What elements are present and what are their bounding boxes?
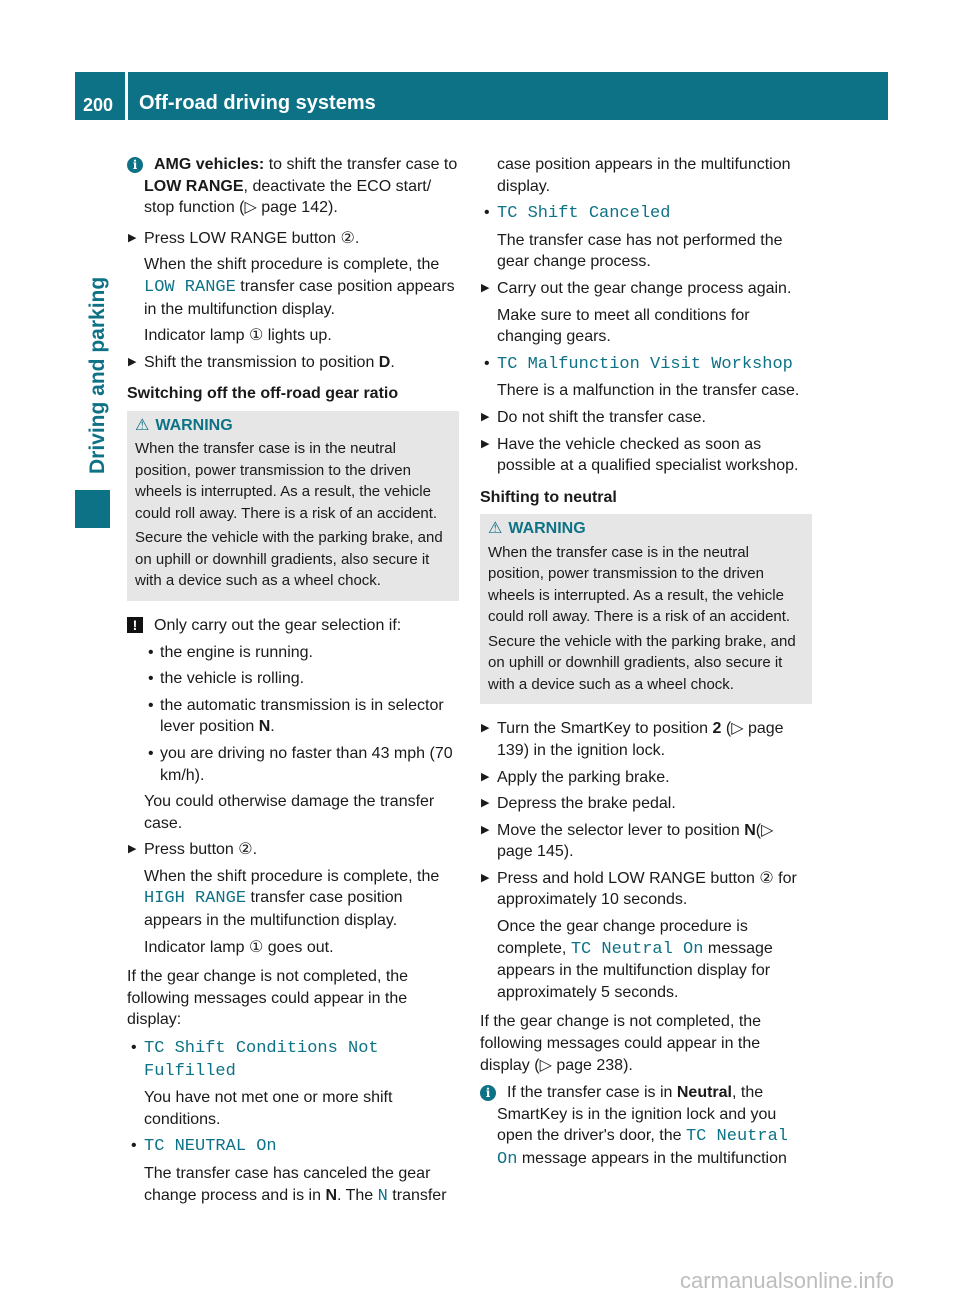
step-arrow-icon: ▶ [481, 797, 490, 810]
block-text [497, 232, 782, 271]
text-run: (▷ page 139) in the ignition lock. [497, 720, 784, 759]
block-text [497, 436, 799, 475]
caution-block [127, 615, 459, 637]
block-text [497, 870, 797, 909]
text-run: If the gear change is not completed, the following messages could appear in the display (▷ page 238). [480, 1013, 762, 1074]
display-message: TC Neutral On [570, 939, 704, 959]
text-run: Switching off the off-road gear ratio [127, 385, 399, 403]
step-arrow-icon: ▶ [481, 823, 490, 836]
sub-block [127, 695, 459, 738]
para-block [480, 1011, 812, 1076]
result-block [480, 154, 812, 197]
block-text [160, 644, 313, 661]
text-run: The transfer case has canceled the gear change process and is in [144, 1165, 431, 1204]
block-text [160, 670, 304, 687]
text-run: When the shift procedure is complete, the [144, 867, 440, 885]
block-text [144, 793, 434, 832]
text-run: You could otherwise damage the transfer case. [144, 793, 435, 832]
text-run: Indicator lamp ① goes out. [144, 938, 334, 956]
caution-icon: ! [127, 617, 143, 633]
text-run: message appears in the multifunction [517, 1150, 787, 1167]
text-run: Press LOW RANGE button ②. [144, 229, 360, 247]
warning-title-text: WARNING [155, 416, 233, 434]
block-text [497, 822, 773, 861]
result-block [127, 1087, 459, 1130]
warning-block [480, 514, 812, 704]
text-run: Depress the brake pedal. [497, 795, 676, 813]
display-message: TC NEUTRAL On [144, 1137, 277, 1157]
block-text [497, 156, 791, 195]
text-run: There is a malfunction in the transfer case. [497, 382, 800, 400]
text-run: AMG vehicles: [154, 156, 265, 173]
sub-block [127, 642, 459, 664]
result-block [127, 937, 459, 959]
warning-triangle-icon: ⚠ [135, 416, 150, 434]
block-text [497, 769, 670, 786]
msg-block [127, 1037, 459, 1082]
block-text [144, 868, 439, 929]
step-arrow-icon: ▶ [481, 437, 490, 450]
block-text [127, 385, 398, 402]
warning-paragraph: Secure the vehicle with the parking brake, and on uphill or downhill gradients, also secure it with a device such as a wheel chock. [488, 632, 796, 693]
info-block [127, 154, 459, 219]
text-run: (▷ page 145). [497, 821, 774, 861]
result-block [127, 866, 459, 932]
text-run: N [744, 821, 756, 839]
text-run: The transfer case has not performed the gear change process. [497, 231, 783, 271]
block-text [497, 795, 676, 812]
text-run: If the gear change is not completed, the following messages could appear in the display: [127, 968, 409, 1029]
text-run: You have not met one or more shift conditions. [144, 1089, 393, 1128]
text-run: If the transfer case is in [507, 1084, 677, 1102]
block-text [480, 489, 617, 506]
step-block [480, 407, 812, 429]
warning-title [488, 518, 804, 540]
sub-block [127, 743, 459, 786]
block-text [144, 327, 332, 344]
display-message: TC Shift Canceled [497, 204, 671, 224]
text-run: Do not shift the transfer case. [497, 408, 706, 426]
result-block [480, 916, 812, 1003]
text-run: Have the vehicle checked as soon as possible at a qualified specialist workshop. [497, 435, 799, 475]
warning-title-text: WARNING [508, 520, 586, 538]
text-run: Indicator lamp ① lights up. [144, 327, 332, 345]
text-run: Shifting to neutral [480, 488, 617, 506]
block-text [144, 1165, 447, 1204]
step-arrow-icon: ▶ [481, 410, 490, 423]
step-arrow-icon: ▶ [128, 231, 137, 244]
text-run: 2 [712, 720, 722, 738]
text-run: transfer case position appears in the multifunction display. [144, 277, 455, 318]
display-message: N [377, 1186, 388, 1206]
result-block [127, 791, 459, 834]
block-text [497, 1084, 788, 1167]
block-text [480, 1013, 761, 1073]
text-run: Only carry out the gear selection if: [154, 616, 402, 634]
block-text [497, 307, 750, 346]
info-icon: i [127, 157, 143, 173]
text-run: Make sure to meet all conditions for changing gears. [497, 306, 750, 346]
text-run: Move the selector lever to position [497, 821, 745, 839]
result-block [480, 305, 812, 348]
text-run: transfer case position appears in the multifunction display. [144, 889, 403, 930]
text-run: , deactivate the ECO start/ stop function (▷ page 142). [144, 177, 432, 217]
display-message: LOW RANGE [144, 277, 236, 297]
warning-block [127, 411, 459, 601]
block-text [144, 354, 395, 371]
warning-paragraph: Secure the vehicle with the parking brake, and on uphill or downhill gradients, also secure it with a device such as a wheel chock. [135, 529, 443, 590]
page-title: Off-road driving systems [128, 72, 888, 120]
block-text [144, 1039, 379, 1079]
text-run: When the shift procedure is complete, the [144, 256, 440, 274]
block-text [497, 355, 793, 372]
text-run: Neutral [676, 1084, 732, 1102]
step-block [480, 868, 812, 911]
block-text [144, 617, 401, 634]
bullet-icon: • [148, 696, 154, 714]
right-column [480, 154, 812, 1180]
text-run: the vehicle is rolling. [160, 670, 305, 688]
step-arrow-icon: ▶ [481, 770, 490, 783]
watermark: carmanualsonline.info [680, 1268, 895, 1293]
step-arrow-icon: ▶ [128, 843, 137, 856]
info-block [480, 1082, 812, 1170]
block-text [497, 918, 773, 1001]
text-run: you are driving no faster than 43 mph (70 km/h). [160, 744, 453, 784]
bullet-icon: • [131, 1137, 137, 1155]
block-text [497, 720, 784, 759]
step-block [480, 434, 812, 477]
step-block [480, 820, 812, 863]
bullet-icon: • [484, 354, 490, 372]
text-run: Shift the transmission to position [144, 353, 379, 371]
result-block [127, 254, 459, 320]
step-block [480, 793, 812, 815]
display-message: TC Shift Conditions Not Fulfilled [144, 1039, 379, 1081]
text-run: the automatic transmission is in selector lever position [160, 696, 444, 736]
text-run: LOW RANGE [144, 177, 244, 195]
display-message: TC Malfunction Visit Workshop [497, 354, 793, 374]
step-arrow-icon: ▶ [481, 871, 490, 884]
result-block [480, 380, 812, 402]
block-text [144, 1089, 392, 1128]
block-text [497, 204, 671, 224]
text-run: case position appears in the multifunction display. [497, 156, 791, 195]
step-block [127, 839, 459, 861]
step-arrow-icon: ▶ [128, 355, 137, 368]
text-run: Apply the parking brake. [497, 768, 670, 786]
block-text [497, 382, 799, 399]
block-text [144, 230, 359, 247]
step-block [480, 718, 812, 761]
block-text [144, 939, 334, 956]
text-run: message appears in the multifunction display for approximately 5 seconds. [497, 939, 773, 1001]
block-text [497, 409, 706, 426]
bullet-icon: • [148, 670, 154, 688]
block-text [144, 1137, 277, 1157]
msg-block [480, 353, 812, 376]
text-run: . The [337, 1186, 378, 1204]
block-text [497, 280, 791, 297]
text-run: to shift the transfer case to [264, 156, 458, 173]
step-arrow-icon: ▶ [481, 281, 490, 294]
warning-triangle-icon: ⚠ [488, 520, 503, 538]
bullet-icon: • [148, 643, 154, 661]
info-icon: i [480, 1085, 496, 1101]
block-text [144, 841, 257, 858]
text-run: . [390, 353, 395, 371]
block-text [160, 745, 453, 784]
warning-paragraph: When the transfer case is in the neutral position, power transmission to the driven wheels is interrupted. As a result, the vehicle could roll away. There is a risk of an accident. [135, 440, 438, 522]
bullet-icon: • [484, 204, 490, 222]
left-column [127, 154, 459, 1212]
text-run: N [325, 1186, 338, 1204]
warning-paragraph: When the transfer case is in the neutral position, power transmission to the driven wheels is interrupted. As a result, the vehicle could roll away. There is a risk of an accident. [488, 543, 791, 626]
heading-block [480, 487, 812, 509]
block-text [144, 156, 457, 216]
block-text [127, 968, 408, 1028]
step-arrow-icon: ▶ [481, 722, 490, 735]
block-text [160, 697, 444, 736]
result-block [127, 325, 459, 347]
text-run: D [378, 353, 391, 371]
text-run: Press button ②. [144, 841, 258, 859]
msg-block [480, 202, 812, 225]
text-run: Press and hold LOW RANGE button ② for approximately 10 seconds. [497, 869, 797, 909]
para-block [127, 966, 459, 1031]
section-side-tab: Driving and parking [86, 276, 109, 474]
msg-block [127, 1135, 459, 1158]
block-text [144, 256, 455, 317]
result-block [480, 230, 812, 273]
page-number: 200 [75, 72, 125, 120]
step-block [480, 278, 812, 300]
step-block [127, 228, 459, 250]
result-block [127, 1163, 459, 1207]
sub-block [127, 668, 459, 690]
text-run: transfer [387, 1186, 447, 1204]
step-block [127, 352, 459, 374]
text-run: Turn the SmartKey to position [497, 720, 713, 738]
warning-title [135, 415, 451, 437]
text-run: N [258, 718, 271, 736]
step-block [480, 767, 812, 789]
bullet-icon: • [131, 1039, 137, 1057]
text-run: the engine is running. [160, 643, 313, 661]
heading-block [127, 383, 459, 405]
side-tab-marker [75, 490, 110, 528]
text-run: . [270, 718, 275, 736]
text-run: Carry out the gear change process again. [497, 279, 792, 297]
text-run: Once the gear change procedure is complete, [497, 918, 748, 957]
display-message: HIGH RANGE [144, 889, 247, 909]
text-run: , the SmartKey is in the ignition lock and you open the driver's door, the [497, 1084, 777, 1145]
bullet-icon: • [148, 744, 154, 762]
display-message: TC Neutral On [497, 1127, 788, 1169]
